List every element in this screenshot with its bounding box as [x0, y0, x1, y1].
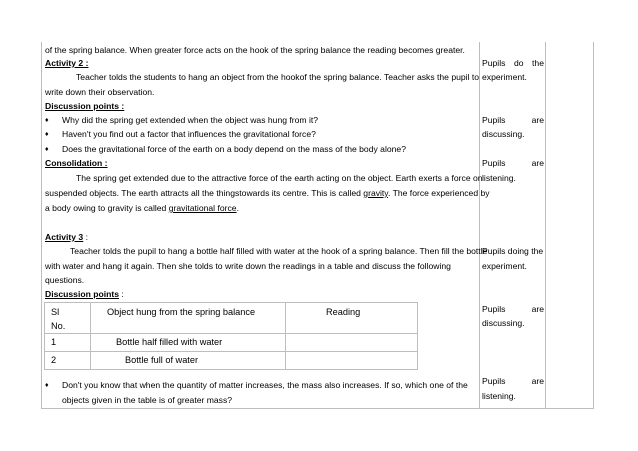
final-response-line2: listening. [482, 391, 516, 401]
activity2-heading: Activity 2 : [45, 58, 89, 68]
readings-table [44, 302, 418, 370]
table-row-divider [45, 333, 417, 334]
activity3-response-line2: experiment. [482, 261, 527, 271]
column-divider-response [545, 42, 546, 409]
activity3-heading-suffix: : [83, 232, 88, 242]
consolidation-response-line2: listening. [482, 173, 516, 183]
response-word: Pupils [482, 115, 506, 125]
discussion1-point2: Haven't you find out a factor that influences the gravitational force? [62, 129, 316, 139]
discussion2-response-line2: discussing. [482, 318, 525, 328]
discussion1-response-line1 [482, 115, 544, 126]
activity2-line2: write down their observation. [45, 87, 155, 97]
consolidation-line2 [45, 188, 490, 199]
response-word: Pupils [482, 376, 506, 386]
header-reading: Reading [326, 307, 361, 317]
row1-object: Bottle half filled with water [116, 337, 223, 347]
column-divider-remarks [593, 42, 594, 409]
bullet-icon: ♦ [45, 146, 49, 153]
row2-object: Bottle full of water [125, 355, 199, 365]
consolidation-heading: Consolidation : [45, 158, 108, 168]
consolidation-line2-tail: . The force experienced by [387, 188, 490, 198]
response-word: are [531, 304, 544, 314]
column-divider-activity [479, 42, 480, 409]
bullet-icon: ♦ [45, 117, 49, 124]
response-word: do [513, 58, 524, 68]
bullet-icon: ♦ [45, 131, 49, 138]
row1-sl: 1 [51, 337, 57, 347]
response-word: Pupils [482, 158, 506, 168]
discussion2-heading-text: Discussion points [45, 289, 120, 299]
discussion2-heading-suffix: : [119, 289, 124, 299]
consolidation-line1: The spring get extended due to the attractive force of the earth acting on the object. Earth exerts a force on [76, 173, 483, 183]
response-word: Pupils [482, 304, 506, 314]
activity3-line3: questions. [45, 275, 85, 285]
final-question-line1: Don't you know that when the quantity of matter increases, the mass also increases. If so, which one of the [62, 380, 468, 390]
table-col-divider [90, 303, 91, 369]
activity2-response-line1 [482, 58, 544, 69]
row2-sl: 2 [51, 355, 57, 365]
header-object: Object hung from the spring balance [107, 307, 256, 317]
final-question-line2: objects given in the table is of greater mass? [62, 395, 233, 405]
table-row-divider [45, 351, 417, 352]
activity3-heading [45, 232, 88, 243]
response-word: are [531, 158, 544, 168]
intro-line: of the spring balance. When greater force acts on the hook of the spring balance the reading becomes greater. [45, 45, 465, 55]
final-response-line1 [482, 376, 544, 387]
header-sl: Sl [51, 307, 60, 317]
discussion2-response-line1 [482, 304, 544, 315]
consolidation-line3-text: a body owing to gravity is called [45, 203, 169, 213]
header-sl-no: No. [51, 321, 66, 331]
discussion1-point1: Why did the spring get extended when the object was hung from it? [62, 115, 319, 125]
activity3-response-line1: Pupils doing the [482, 246, 544, 256]
activity2-response-line2: experiment. [482, 72, 527, 82]
consolidation-response-line1 [482, 158, 544, 169]
discussion1-heading: Discussion points : [45, 101, 125, 111]
response-word: Pupils [482, 58, 506, 68]
consolidation-line3-tail: . [236, 203, 239, 213]
term-gravity: gravity [363, 188, 388, 198]
bullet-icon: ♦ [45, 382, 49, 389]
discussion2-heading [45, 289, 124, 300]
response-word: are [531, 376, 544, 386]
discussion1-response-line2: discussing. [482, 129, 525, 139]
term-gravitational-force: gravitational force [168, 203, 237, 213]
activity3-line2: with water and hang it again. Then she tolds to write down the readings in a table and discuss the following [45, 261, 451, 271]
activity3-line1: Teacher tolds the pupil to hang a bottle half filled with water at the hook of a spring balance. Then fill the bottle [70, 246, 488, 256]
discussion1-point3: Does the gravitational force of the earth on a body depend on the mass of the body alone? [62, 144, 406, 154]
consolidation-line2-text: suspended objects. The earth attracts all the thingstowards its centre. This is called [45, 188, 364, 198]
table-col-divider [285, 303, 286, 369]
response-word: the [532, 58, 544, 68]
response-word: are [531, 115, 544, 125]
consolidation-line3 [45, 203, 239, 214]
activity3-heading-text: Activity 3 [45, 232, 84, 242]
activity2-line1: Teacher tolds the students to hang an object from the hookof the spring balance. Teacher asks the pupil to [76, 72, 480, 82]
